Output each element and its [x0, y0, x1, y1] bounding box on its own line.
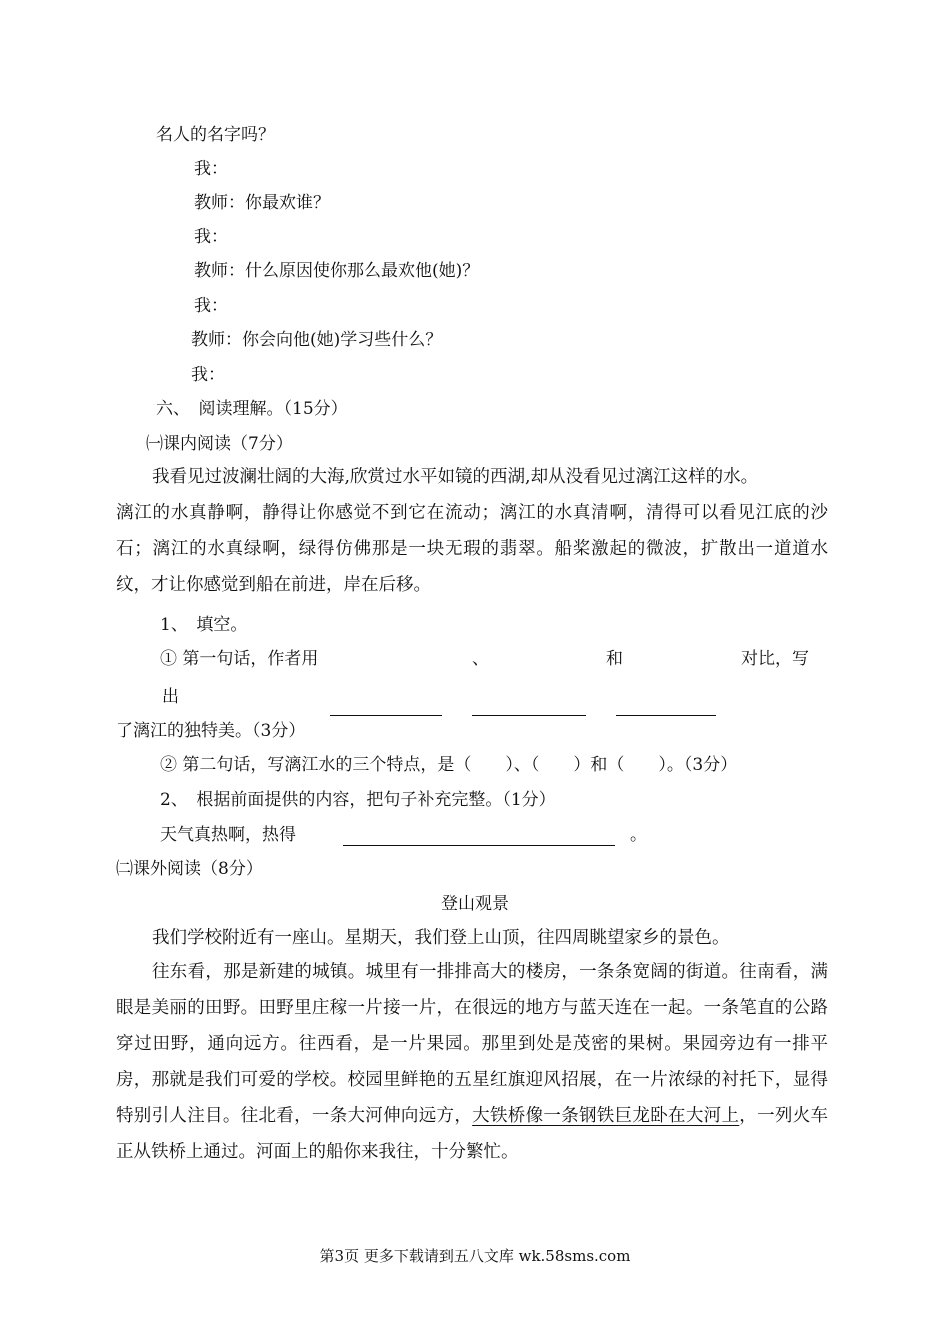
passage-1-body: 漓江的水真静啊，静得让你感觉不到它在流动；漓江的水真清啊，清得可以看见江底的沙石；漓江的水真绿啊，绿得仿佛那是一块无瑕的翡翠。船桨激起的微波，扩散出一道道水纹，才让你感觉到船在前进，岸在后移。 — [116, 503, 828, 595]
passage-1-first-line: 我看见过波澜壮阔的大海,欣赏过水平如镜的西湖,却从没看见过漓江这样的水。 — [152, 467, 759, 487]
paragraph-2-text-before: 往东看，那是新建的城镇。城里有一排排高大的楼房，一条条宽阔的街道。往南看，满眼是美丽的田野。田野里庄稼一片接一片，在很远的地方与蓝天连在一起。一条笔直的公路穿过田野，通向远方。往西看，是一片果园。那里到处是茂密的果树。果园旁边有一排平房，那就是我们可爱的学校。校园里鲜艳的五星红旗迎风招展，在一片浓绿的衬托下，显得特别引人注目。往北看，一条大河伸向远方， — [116, 962, 828, 1126]
part-1-heading: ㈠课内阅读（7分） — [146, 434, 293, 454]
q2-sentence-start: 天气真热啊，热得 — [160, 825, 296, 845]
dialogue-teacher-3: 教师：你会向他(她)学习些什么？ — [191, 330, 443, 350]
section-6-heading: 六、 阅读理解。（15分） — [156, 399, 348, 419]
answer-blank-3[interactable] — [616, 715, 716, 716]
passage-2-paragraph-2 — [116, 954, 828, 1170]
passage-2-title: 登山观景 — [441, 894, 509, 914]
dialogue-me-2: 我： — [194, 227, 228, 247]
dialogue-teacher-2: 教师：什么原因使你那么最欢他(她)？ — [194, 261, 480, 281]
q1a-end: 了漓江的独特美。（3分） — [116, 721, 306, 741]
q2-sentence-end: 。 — [630, 825, 647, 845]
passage-2-paragraph-1: 我们学校附近有一座山。星期天，我们登上山顶，往四周眺望家乡的景色。 — [152, 928, 730, 948]
dialogue-me-1: 我： — [194, 159, 228, 179]
paragraph-2-text-after: ，一列火车正从铁桥上通过。河面上的船你来我往，十分繁忙。 — [116, 1106, 829, 1162]
dialogue-intro-tail: 名人的名字吗？ — [156, 125, 275, 145]
dialogue-me-3: 我： — [194, 296, 228, 316]
dialogue-me-4: 我： — [191, 365, 225, 385]
answer-blank-1[interactable] — [330, 715, 442, 716]
answer-blank-2[interactable] — [472, 715, 586, 716]
question-2-heading: 2、 根据前面提供的内容，把句子补充完整。（1分） — [160, 790, 556, 810]
dialogue-teacher-1: 教师：你最欢谁？ — [194, 193, 330, 213]
answer-blank-4[interactable] — [343, 845, 615, 846]
q1a-separator-2: 和 — [606, 649, 623, 669]
q1a-start: ① 第一句话，作者用 — [160, 649, 319, 669]
q1b: ② 第二句话，写漓江水的三个特点，是（ ）、（ ）和（ ）。（3分） — [160, 755, 738, 775]
part-2-heading: ㈡课外阅读（8分） — [116, 859, 263, 879]
q1a-chu: 出 — [162, 687, 179, 707]
question-1-heading: 1、 填空。 — [160, 615, 248, 635]
q1a-separator-1: 、 — [472, 649, 489, 669]
q1a-tail: 对比，写 — [741, 649, 809, 669]
underlined-sentence: 大铁桥像一条钢铁巨龙卧在大河上 — [472, 1106, 740, 1126]
page-footer: 第3页 更多下载请到五八文库 wk.58sms.com — [319, 1247, 631, 1265]
